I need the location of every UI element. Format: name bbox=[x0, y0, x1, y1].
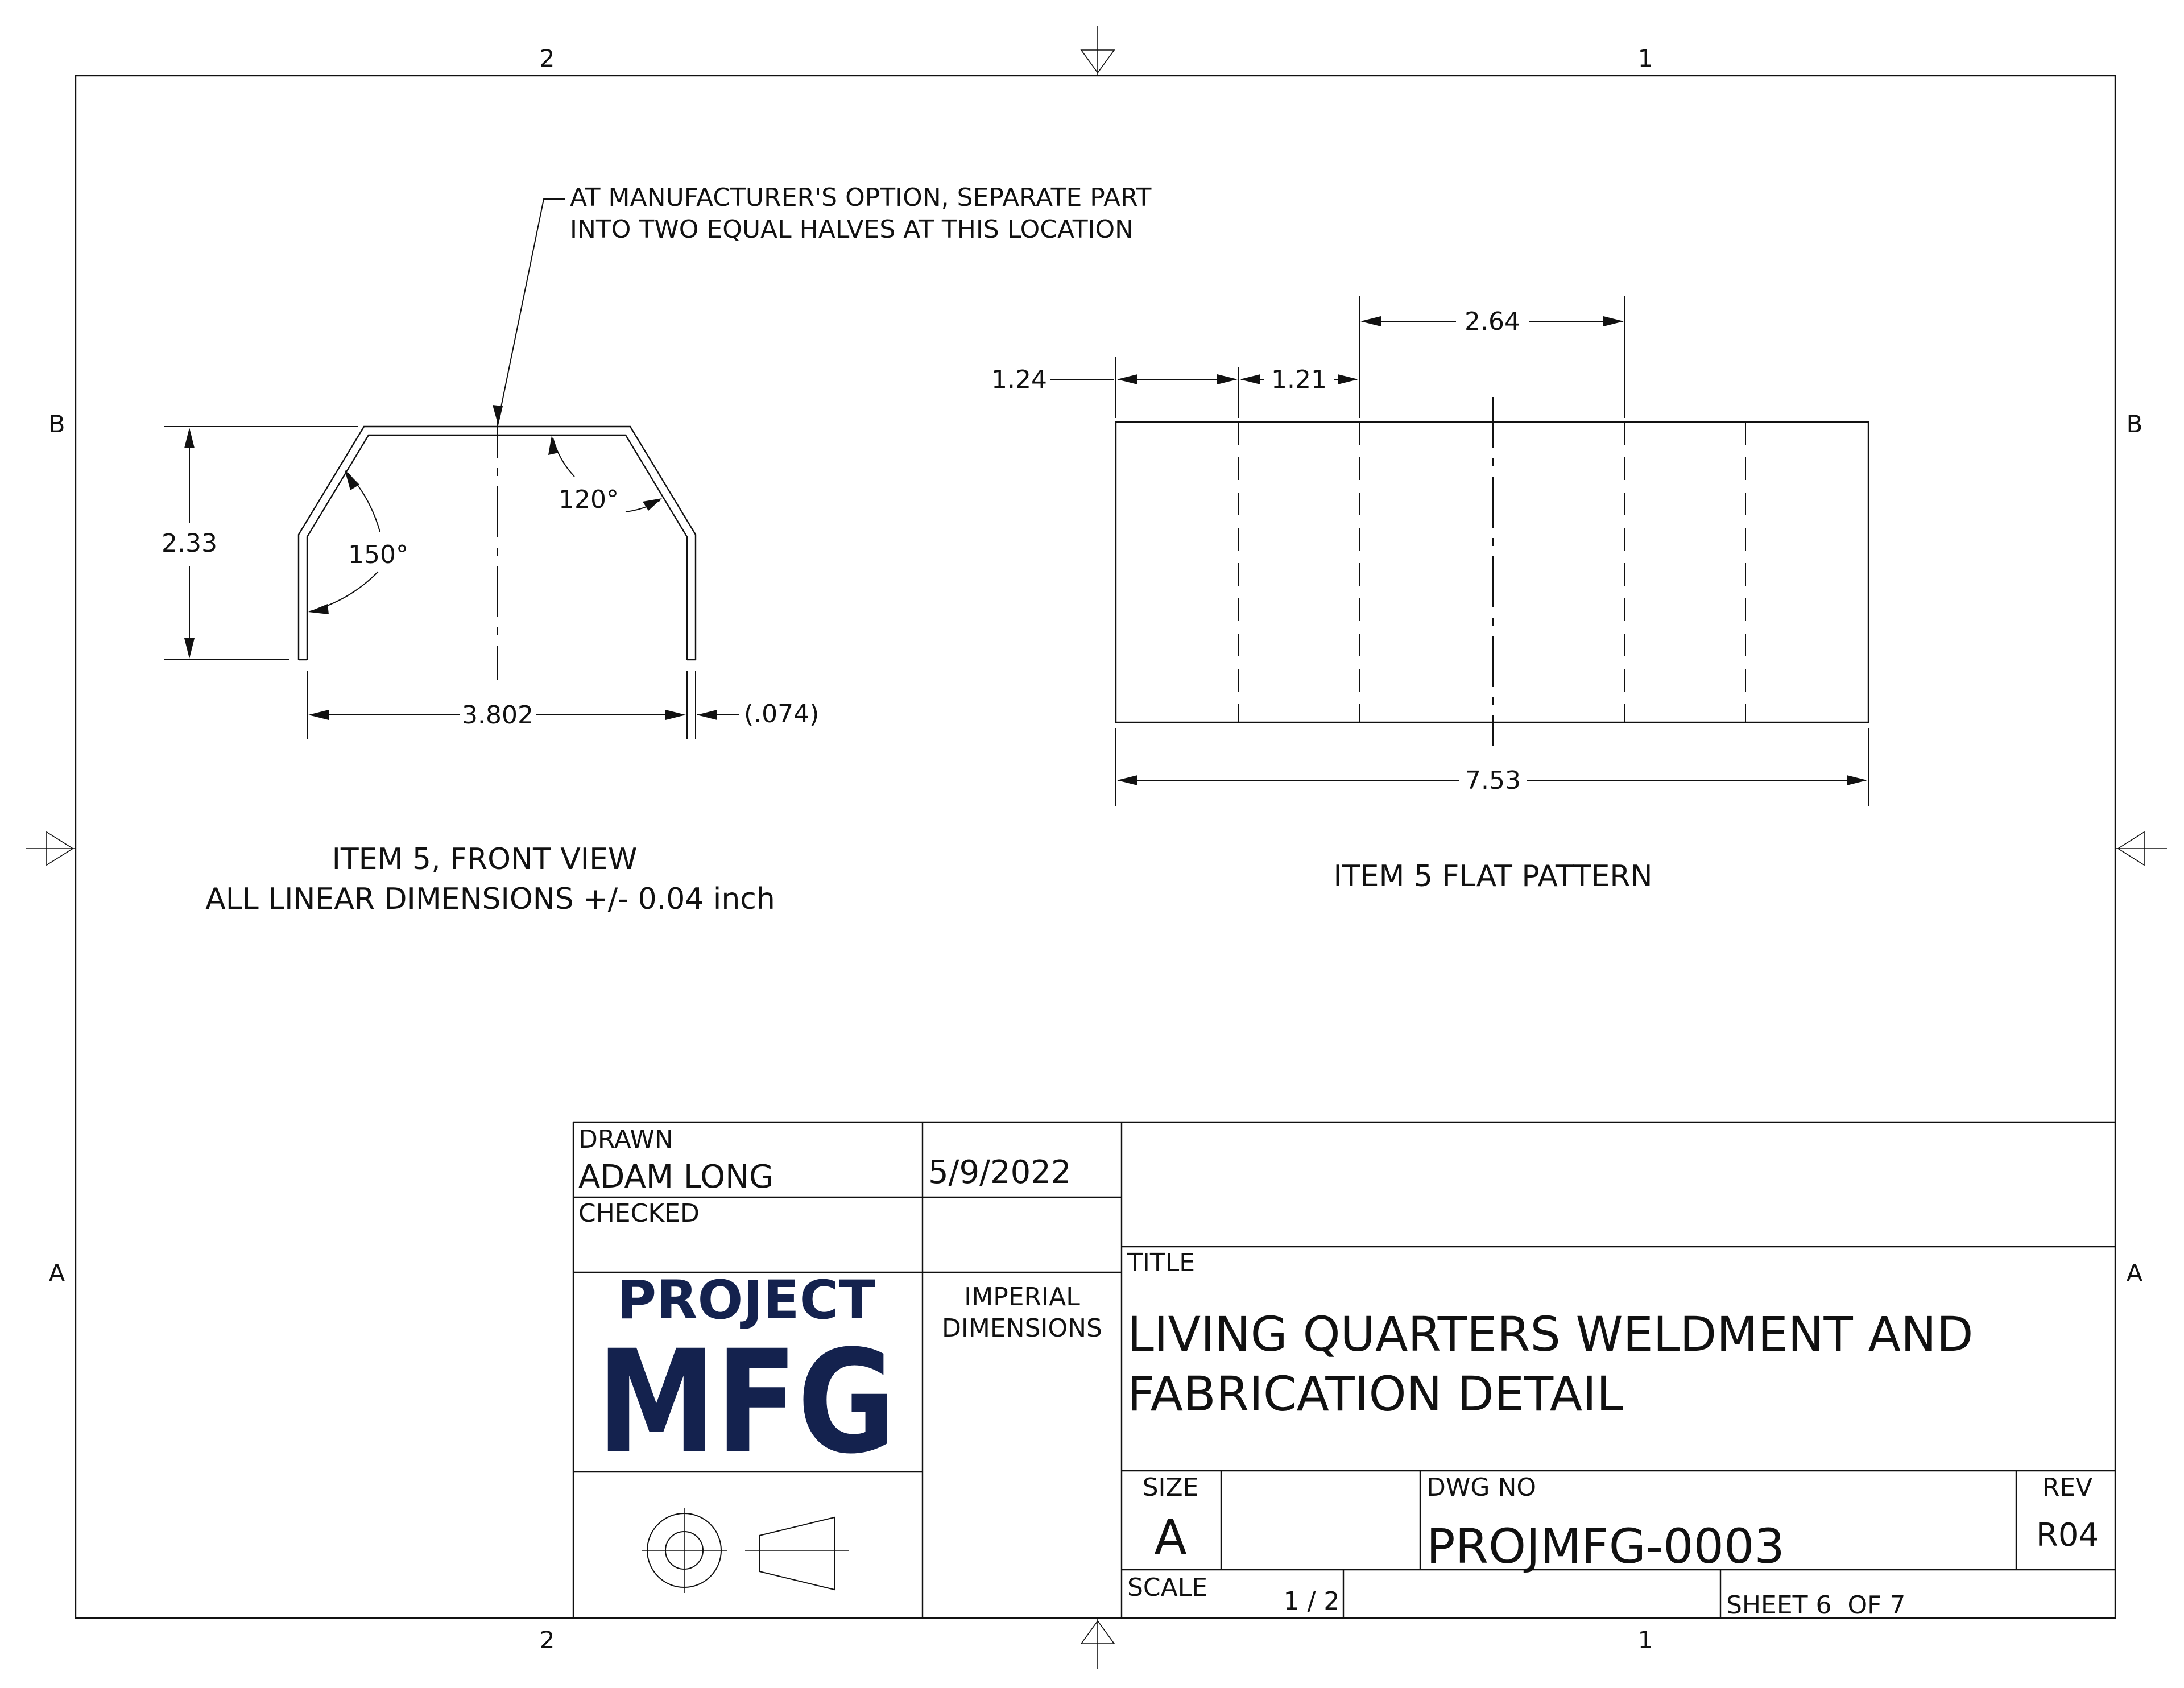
zone-bottom-1: 1 bbox=[1637, 1626, 1653, 1654]
size-value: A bbox=[1154, 1509, 1187, 1565]
logo-mfg: MFG bbox=[597, 1319, 896, 1485]
zone-top-2: 2 bbox=[539, 44, 555, 72]
zone-top-1: 1 bbox=[1637, 44, 1653, 72]
dim-2-64-label: 2.64 bbox=[1465, 307, 1520, 336]
center-mark-right bbox=[2115, 832, 2167, 865]
dim-height bbox=[162, 427, 358, 660]
angle-150-label: 150° bbox=[348, 540, 408, 569]
third-angle-projection-icon bbox=[642, 1508, 849, 1593]
drawn-date: 5/9/2022 bbox=[928, 1154, 1072, 1191]
dim-angle-150 bbox=[308, 470, 408, 614]
project-mfg-logo bbox=[597, 1269, 896, 1485]
dim-1-21 bbox=[1240, 365, 1358, 394]
units-line-2: DIMENSIONS bbox=[942, 1314, 1102, 1343]
front-view-caption-2: ALL LINEAR DIMENSIONS +/- 0.04 inch bbox=[205, 882, 775, 916]
separation-note bbox=[493, 183, 1152, 425]
sheet-number: SHEET 6 OF 7 bbox=[1726, 1591, 1906, 1620]
title-label: TITLE bbox=[1127, 1248, 1196, 1277]
angle-120-label: 120° bbox=[559, 485, 619, 514]
flat-pattern-caption: ITEM 5 FLAT PATTERN bbox=[1333, 859, 1653, 893]
dim-height-label: 2.33 bbox=[162, 529, 217, 558]
title-block bbox=[573, 1122, 2115, 1620]
dim-overall-label: 7.53 bbox=[1465, 766, 1521, 795]
dwg-no-label: DWG NO bbox=[1426, 1473, 1537, 1502]
note-line-2: INTO TWO EQUAL HALVES AT THIS LOCATION bbox=[570, 215, 1134, 244]
drawn-by: ADAM LONG bbox=[578, 1159, 774, 1195]
dim-1-21-label: 1.21 bbox=[1271, 365, 1327, 394]
units-line-1: IMPERIAL bbox=[964, 1282, 1080, 1311]
rev-value: R04 bbox=[2036, 1517, 2099, 1554]
dim-width-label: 3.802 bbox=[462, 701, 533, 730]
note-line-1: AT MANUFACTURER'S OPTION, SEPARATE PART bbox=[570, 183, 1152, 212]
dwg-no-value: PROJMFG-0003 bbox=[1426, 1519, 1785, 1574]
scale-value: 1 / 2 bbox=[1283, 1587, 1340, 1616]
zone-left-b: B bbox=[48, 410, 65, 438]
dim-thickness-label: (.074) bbox=[744, 700, 820, 729]
zone-right-b: B bbox=[2126, 410, 2143, 438]
zone-right-a: A bbox=[2126, 1259, 2143, 1287]
zone-left-a: A bbox=[48, 1259, 65, 1287]
title-line-2: FABRICATION DETAIL bbox=[1127, 1366, 1623, 1422]
zone-bottom-2: 2 bbox=[539, 1626, 555, 1654]
rev-label: REV bbox=[2042, 1473, 2093, 1502]
dim-2-64 bbox=[1360, 307, 1624, 336]
flat-pattern-outline bbox=[1116, 422, 1868, 722]
flat-pattern-view bbox=[991, 296, 1868, 893]
dim-angle-120 bbox=[548, 436, 662, 514]
dim-width bbox=[307, 671, 819, 739]
logo-project: PROJECT bbox=[617, 1269, 875, 1331]
center-mark-left bbox=[26, 832, 76, 865]
checked-label: CHECKED bbox=[578, 1199, 700, 1228]
dim-1-24-label: 1.24 bbox=[991, 365, 1047, 394]
front-view-caption-1: ITEM 5, FRONT VIEW bbox=[332, 842, 638, 876]
dim-1-24 bbox=[991, 365, 1238, 394]
title-line-1: LIVING QUARTERS WELDMENT AND bbox=[1127, 1306, 1974, 1362]
scale-label: SCALE bbox=[1127, 1573, 1208, 1602]
front-view bbox=[162, 183, 1151, 916]
drawn-label: DRAWN bbox=[578, 1125, 673, 1154]
size-label: SIZE bbox=[1142, 1473, 1199, 1502]
center-mark-top bbox=[1081, 26, 1114, 76]
dim-overall bbox=[1116, 728, 1868, 806]
center-mark-bottom bbox=[1081, 1618, 1114, 1669]
